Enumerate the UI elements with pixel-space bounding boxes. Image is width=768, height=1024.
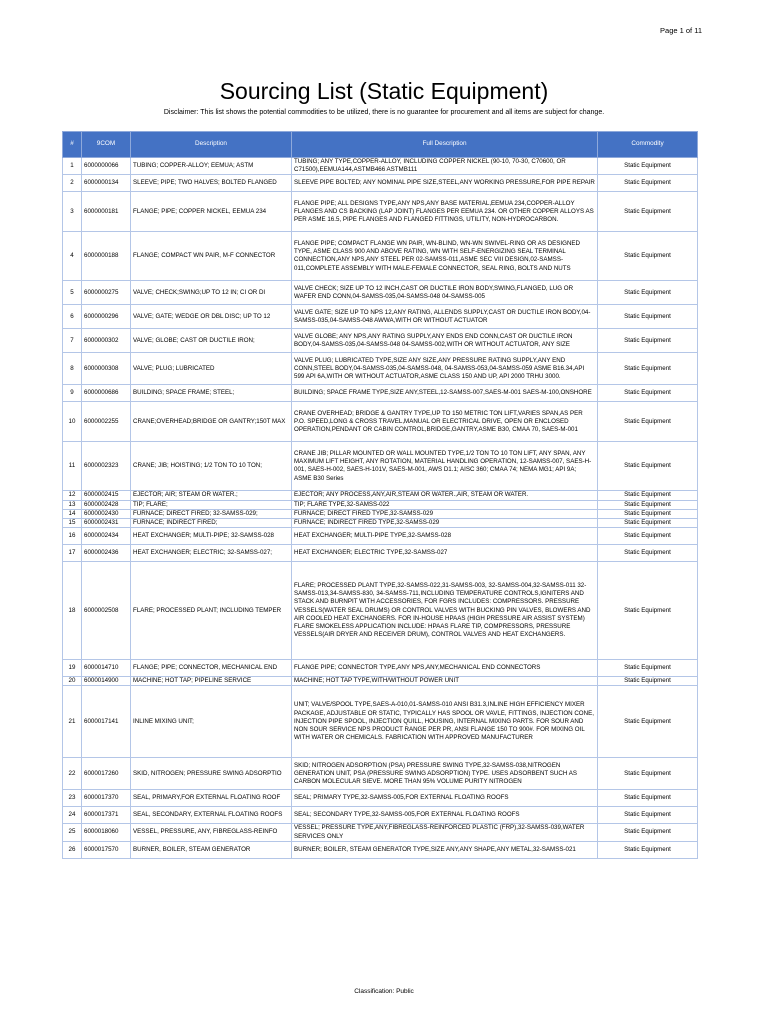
row-description: MACHINE; HOT TAP; PIPELINE SERVICE [131, 677, 292, 686]
row-description: FURNACE; INDIRECT FIRED; [131, 518, 292, 527]
row-9com: 6000000296 [82, 305, 131, 329]
row-9com: 6000002415 [82, 491, 131, 500]
row-commodity: Static Equipment [598, 518, 698, 527]
table-row [63, 158, 698, 175]
row-full-description: SEAL; SECONDARY TYPE,32-SAMSS-005,FOR EXTERNAL FLOATING ROOFS [292, 807, 598, 824]
row-number: 2 [63, 175, 82, 192]
page-number: Page 1 of 11 [660, 26, 702, 35]
column-header-commodity: Commodity [598, 132, 698, 158]
row-commodity: Static Equipment [598, 385, 698, 402]
table-row [63, 824, 698, 841]
row-9com: 6000000275 [82, 281, 131, 305]
table-row [63, 281, 698, 305]
row-description: HEAT EXCHANGER; MULTI-PIPE; 32-SAMSS-028 [131, 528, 292, 545]
row-commodity: Static Equipment [598, 305, 698, 329]
table-row [63, 305, 698, 329]
row-description: FLANGE; COMPACT WN PAIR, M-F CONNECTOR [131, 232, 292, 281]
row-number: 25 [63, 824, 82, 841]
row-commodity: Static Equipment [598, 660, 698, 677]
row-number: 20 [63, 677, 82, 686]
table-row [63, 528, 698, 545]
row-number: 17 [63, 545, 82, 562]
row-full-description: VALVE GLOBE; ANY NPS,ANY RATING SUPPLY,ANY ENDS END CONN,CAST OR DUCTILE IRON BODY,04-SAMSS-035,04-SAMSS-048 04-SAMSS-002,WITH OR WITHOUT ACTUATOR, ANY SIZE [292, 329, 598, 353]
row-commodity: Static Equipment [598, 841, 698, 858]
row-description: VALVE; GATE; WEDGE OR DBL DISC; UP TO 12 [131, 305, 292, 329]
row-9com: 6000000188 [82, 232, 131, 281]
row-number: 19 [63, 660, 82, 677]
row-description: CRANE; JIB; HOISTING; 1/2 TON TO 10 TON; [131, 442, 292, 491]
row-9com: 6000002430 [82, 509, 131, 518]
row-9com: 6000000308 [82, 353, 131, 385]
row-9com: 6000017260 [82, 758, 131, 790]
row-description: VALVE; PLUG; LUBRICATED [131, 353, 292, 385]
row-number: 11 [63, 442, 82, 491]
document-title: Sourcing List (Static Equipment) [219, 78, 549, 104]
row-commodity: Static Equipment [598, 232, 698, 281]
row-number: 5 [63, 281, 82, 305]
row-description: BURNER, BOILER, STEAM GENERATOR [131, 841, 292, 858]
row-full-description: TIP; FLARE TYPE,32-SAMSS-022 [292, 500, 598, 509]
column-header-9com: 9COM [82, 132, 131, 158]
classification-footer: Classification: Public [354, 988, 414, 995]
table-row [63, 518, 698, 527]
row-full-description: FURNACE; INDIRECT FIRED TYPE,32-SAMSS-029 [292, 518, 598, 527]
row-description: VALVE; GLOBE; CAST OR DUCTILE IRON; [131, 329, 292, 353]
row-full-description: BUILDING; SPACE FRAME TYPE,SIZE ANY,STEEL,12-SAMSS-007,SAES-M-001 SAES-M-100,ONSHORE [292, 385, 598, 402]
row-full-description: CRANE OVERHEAD; BRIDGE & GANTRY TYPE,UP TO 150 METRIC TON LIFT,VARIES SPAN,AS PER P.O. SPEED,LONG & CROSS TRAVEL,MANUAL OR ELECTRICAL DRIVE, OPEN OR ENCLOSED OPERATION,PENDANT OR CABIN CONTROL,BRIDGE,GANTRY,ASME B30, CMAA 70, SAES-M-001 [292, 402, 598, 442]
row-number: 1 [63, 158, 82, 175]
row-9com: 6000002323 [82, 442, 131, 491]
table-row [63, 790, 698, 807]
row-full-description: TUBING; ANY TYPE,COPPER-ALLOY, INCLUDING COPPER NICKEL (90-10, 70-30, C70600, OR C71500),EEMUA144,ASTMB466 ASTMB111 [292, 158, 598, 175]
row-9com: 6000017570 [82, 841, 131, 858]
row-commodity: Static Equipment [598, 528, 698, 545]
row-commodity: Static Equipment [598, 758, 698, 790]
row-9com: 6000017370 [82, 790, 131, 807]
row-commodity: Static Equipment [598, 175, 698, 192]
table-row [63, 500, 698, 509]
row-9com: 6000017371 [82, 807, 131, 824]
row-full-description: EJECTOR; ANY PROCESS,ANY,AIR,STEAM OR WATER.,AIR, STEAM OR WATER. [292, 491, 598, 500]
row-number: 13 [63, 500, 82, 509]
row-full-description: UNIT; VALVE/SPOOL TYPE,SAES-A-010,01-SAMSS-010 ANSI B31.3,INLINE HIGH EFFICIENCY MIXER PACKAGE, ADJUSTABLE OR STATIC, TYPICALLY HAS SPOOL OR VAVLE, FITTINGS, INJECTION CONE, INJECTION PIPE SPOOL, INJECTION QUILL, HOUSING, INTERNAL MIXING PARTS. FOR SOUR AND NON SOUR SERVICE NPS PRODUCT RANGE PER PR, ANSI FLANGE 150 TO 900#. FOR MIXING OIL WITH WATER OR CHEMICALS. FABRICATION WITH APPROVED MANUFACTURER [292, 686, 598, 758]
row-number: 15 [63, 518, 82, 527]
row-number: 22 [63, 758, 82, 790]
row-commodity: Static Equipment [598, 807, 698, 824]
row-description: CRANE;OVERHEAD;BRIDGE OR GANTRY;150T MAX [131, 402, 292, 442]
row-description: FURNACE; DIRECT FIRED; 32-SAMSS-029; [131, 509, 292, 518]
row-number: 8 [63, 353, 82, 385]
row-9com: 6000000302 [82, 329, 131, 353]
row-number: 9 [63, 385, 82, 402]
row-9com: 6000002434 [82, 528, 131, 545]
row-number: 14 [63, 509, 82, 518]
row-description: FLANGE; PIPE; CONNECTOR, MECHANICAL END [131, 660, 292, 677]
row-number: 26 [63, 841, 82, 858]
row-9com: 6000017141 [82, 686, 131, 758]
row-full-description: VALVE PLUG; LUBRICATED TYPE,SIZE ANY SIZE,ANY PRESSURE RATING SUPPLY,ANY END CONN,STEEL BODY,04-SAMSS-035,04-SAMSS-048, 04-SAMSS-053,04-SAMSS-059 ASME B16.34,API 599 API 6A,WITH OR WITHOUT ACTUATOR,ASME CLASS 150 AND UP, API 2000 TRHU 3000. [292, 353, 598, 385]
table-row [63, 677, 698, 686]
row-full-description: SEAL; PRIMARY TYPE,32-SAMSS-005,FOR EXTERNAL FLOATING ROOFS [292, 790, 598, 807]
row-description: HEAT EXCHANGER; ELECTRIC; 32-SAMSS-027; [131, 545, 292, 562]
table-row [63, 545, 698, 562]
row-commodity: Static Equipment [598, 790, 698, 807]
row-9com: 6000002508 [82, 562, 131, 660]
table-body [63, 158, 698, 859]
table-row [63, 192, 698, 232]
row-description: VESSEL, PRESSURE, ANY, FIBREGLASS-REINFO [131, 824, 292, 841]
row-number: 3 [63, 192, 82, 232]
table-row [63, 353, 698, 385]
row-number: 18 [63, 562, 82, 660]
row-full-description: FLANGE PIPE; COMPACT FLANGE WN PAIR, WN-BLIND, WN-WN SWIVEL-RING OR AS DESIGNED TYPE, ASME CLASS 900 AND ABOVE RATING, WN WITH SELF-ENERGIZING SEAL TERMINAL CONNECTION,ANY NPS,ANY STEEL PER 02-SAMSS-011,ASME SEC VIII DESIGN,02-SAMSS-011,COMPLETE ASSEMBLY WITH MALE-FEMALE CONNECTOR, SEAL RING, BOLTS AND NUTS [292, 232, 598, 281]
row-number: 16 [63, 528, 82, 545]
row-commodity: Static Equipment [598, 545, 698, 562]
column-header-description: Description [131, 132, 292, 158]
row-commodity: Static Equipment [598, 353, 698, 385]
row-commodity: Static Equipment [598, 192, 698, 232]
row-number: 12 [63, 491, 82, 500]
table-row [63, 509, 698, 518]
row-9com: 6000002436 [82, 545, 131, 562]
row-number: 4 [63, 232, 82, 281]
row-9com: 6000000686 [82, 385, 131, 402]
row-full-description: SKID; NITROGEN ADSORPTION (PSA) PRESSURE SWING TYPE,32-SAMSS-038,NITROGEN GENERATION UNIT, PSA (PRESSURE SWING ADSORPTION) TYPE. USES ADSORBENT SUCH AS CARBON MOLECULAR SIEVE. MORE THAN 95% VOLUME PURITY NITROGEN [292, 758, 598, 790]
table-row [63, 686, 698, 758]
table-row [63, 175, 698, 192]
row-full-description: FURNACE; DIRECT FIRED TYPE,32-SAMSS-029 [292, 509, 598, 518]
table-row [63, 442, 698, 491]
row-commodity: Static Equipment [598, 562, 698, 660]
row-number: 24 [63, 807, 82, 824]
row-full-description: VESSEL; PRESSURE TYPE,ANY,FIBREGLASS-REINFORCED PLASTIC (FRP),32-SAMSS-039,WATER SERVICES ONLY [292, 824, 598, 841]
column-header-number: # [63, 132, 82, 158]
table-row [63, 329, 698, 353]
row-description: FLARE; PROCESSED PLANT; INCLUDING TEMPER [131, 562, 292, 660]
row-description: EJECTOR; AIR; STEAM OR WATER.; [131, 491, 292, 500]
table-row [63, 402, 698, 442]
row-commodity: Static Equipment [598, 158, 698, 175]
row-number: 21 [63, 686, 82, 758]
row-description: SEAL, PRIMARY,FOR EXTERNAL FLOATING ROOF [131, 790, 292, 807]
row-description: FLANGE; PIPE; COPPER NICKEL, EEMUA 234 [131, 192, 292, 232]
row-commodity: Static Equipment [598, 402, 698, 442]
row-9com: 6000014710 [82, 660, 131, 677]
row-description: VALVE; CHECK;SWING;UP TO 12 IN; CI OR DI [131, 281, 292, 305]
row-description: BUILDING; SPACE FRAME; STEEL; [131, 385, 292, 402]
row-description: SKID, NITROGEN; PRESSURE SWING ADSORPTIO [131, 758, 292, 790]
sourcing-table [62, 131, 698, 859]
row-9com: 6000002431 [82, 518, 131, 527]
row-description: TUBING; COPPER-ALLOY; EEMUA; ASTM [131, 158, 292, 175]
row-9com: 6000002255 [82, 402, 131, 442]
row-full-description: HEAT EXCHANGER; MULTI-PIPE TYPE,32-SAMSS-028 [292, 528, 598, 545]
row-commodity: Static Equipment [598, 442, 698, 491]
row-description: TIP; FLARE; [131, 500, 292, 509]
row-9com: 6000014900 [82, 677, 131, 686]
row-full-description: FLARE; PROCESSED PLANT TYPE,32-SAMSS-022,31-SAMSS-003, 32-SAMSS-004,32-SAMSS-011 32-SAMSS-013,34-SAMSS-830, 34-SAMSS-711,INCLUDING TEMPERATURE CONTROLS,IGNITERS AND STACK AND BURNPIT WITH ACCESSORIES, FOR FGRS INCLUDES: COMPRESSORS. PRESSURE VESSELS(WATER SEAL DRUMS) OR CONTROL VALVES WITH BUCKING PIN VALVES, BLOWERS AND AIR COOLED HEAT EXCHANGERS. FOR IN-HOUSE HPAAS (HIGH PRESSURE AIR ASSIST SYSTEM) FLARE SMOKELESS APPLICATION INCLUDE: HPAAS FLARE TIP, COMPRESSORS, PRESSURE VESSELS(AIR DRYER AND RECEIVER DRUM), CONTROL VALVES AND HEAT EXCHANGERS. [292, 562, 598, 660]
disclaimer-text: Disclaimer: This list shows the potential commodities to be utilized, there is no guarantee for procurement and all items are subject for change. [163, 109, 605, 116]
table-row [63, 841, 698, 858]
row-full-description: BURNER; BOILER, STEAM GENERATOR TYPE,SIZE ANY,ANY SHAPE,ANY METAL,32-SAMSS-021 [292, 841, 598, 858]
row-9com: 6000018060 [82, 824, 131, 841]
row-full-description: VALVE CHECK; SIZE UP TO 12 INCH,CAST OR DUCTILE IRON BODY,SWING,FLANGED, LUG OR WAFER END CONN,04-SAMSS-035,04-SAMSS-048 04-SAMSS-005 [292, 281, 598, 305]
row-full-description: HEAT EXCHANGER; ELECTRIC TYPE,32-SAMSS-027 [292, 545, 598, 562]
row-number: 7 [63, 329, 82, 353]
row-commodity: Static Equipment [598, 509, 698, 518]
table-row [63, 807, 698, 824]
row-full-description: FLANGE PIPE; ALL DESIGNS TYPE,ANY NPS,ANY BASE MATERIAL,EEMUA 234,COPPER-ALLOY FLANGES AND CS BACKING (LAP JOINT) FLANGES PER EEMUA 234. OR OTHER COPPER ALLOYS AS PER ASME 16.5, PIPE FLANGES AND FLANGED FITTINGS, UTILITY, NON-HYDROCARBON. [292, 192, 598, 232]
row-commodity: Static Equipment [598, 500, 698, 509]
row-9com: 6000000181 [82, 192, 131, 232]
table-row [63, 660, 698, 677]
row-description: INLINE MIXING UNIT; [131, 686, 292, 758]
row-commodity: Static Equipment [598, 281, 698, 305]
column-header-full-description: Full Description [292, 132, 598, 158]
table-header-row [63, 132, 698, 158]
row-9com: 6000000134 [82, 175, 131, 192]
row-9com: 6000002428 [82, 500, 131, 509]
row-full-description: VALVE GATE; SIZE UP TO NPS 12,ANY RATING, ALLENDS SUPPLY,CAST OR DUCTILE IRON BODY,04-SAMSS-035,04-SAMSS-048 AWWA,WITH OR WITHOUT ACTUATOR [292, 305, 598, 329]
row-commodity: Static Equipment [598, 686, 698, 758]
table-row [63, 562, 698, 660]
row-commodity: Static Equipment [598, 677, 698, 686]
row-9com: 6000000066 [82, 158, 131, 175]
row-number: 23 [63, 790, 82, 807]
row-number: 6 [63, 305, 82, 329]
table-row [63, 491, 698, 500]
row-number: 10 [63, 402, 82, 442]
row-full-description: CRANE JIB; PILLAR MOUNTED OR WALL MOUNTED TYPE,1/2 TON TO 10 TON LIFT, ANY SPAN, ANY MAXIMUM LIFT HEIGHT, ANY ROTATION, MATERIAL HANDLING OPERATION, 12-SAMSS-007, SAES-H-001, SAES-H-002, SAES-H-101V, SAES-M-001, AWS D1.1; AISC 360; CMAA 74; NEMA MG1; API 9A; ASME B30 Series [292, 442, 598, 491]
table-row [63, 758, 698, 790]
row-description: SEAL, SECONDARY, EXTERNAL FLOATING ROOFS [131, 807, 292, 824]
row-full-description: MACHINE; HOT TAP TYPE,WITH/WITHOUT POWER UNIT [292, 677, 598, 686]
row-full-description: SLEEVE PIPE BOLTED; ANY NOMINAL PIPE SIZE,STEEL,ANY WORKING PRESSURE,FOR PIPE REPAIR [292, 175, 598, 192]
table-row [63, 385, 698, 402]
row-commodity: Static Equipment [598, 824, 698, 841]
row-full-description: FLANGE PIPE; CONNECTOR TYPE,ANY NPS,ANY,MECHANICAL END CONNECTORS [292, 660, 598, 677]
row-commodity: Static Equipment [598, 329, 698, 353]
table-row [63, 232, 698, 281]
row-commodity: Static Equipment [598, 491, 698, 500]
row-description: SLEEVE; PIPE; TWO HALVES; BOLTED FLANGED [131, 175, 292, 192]
